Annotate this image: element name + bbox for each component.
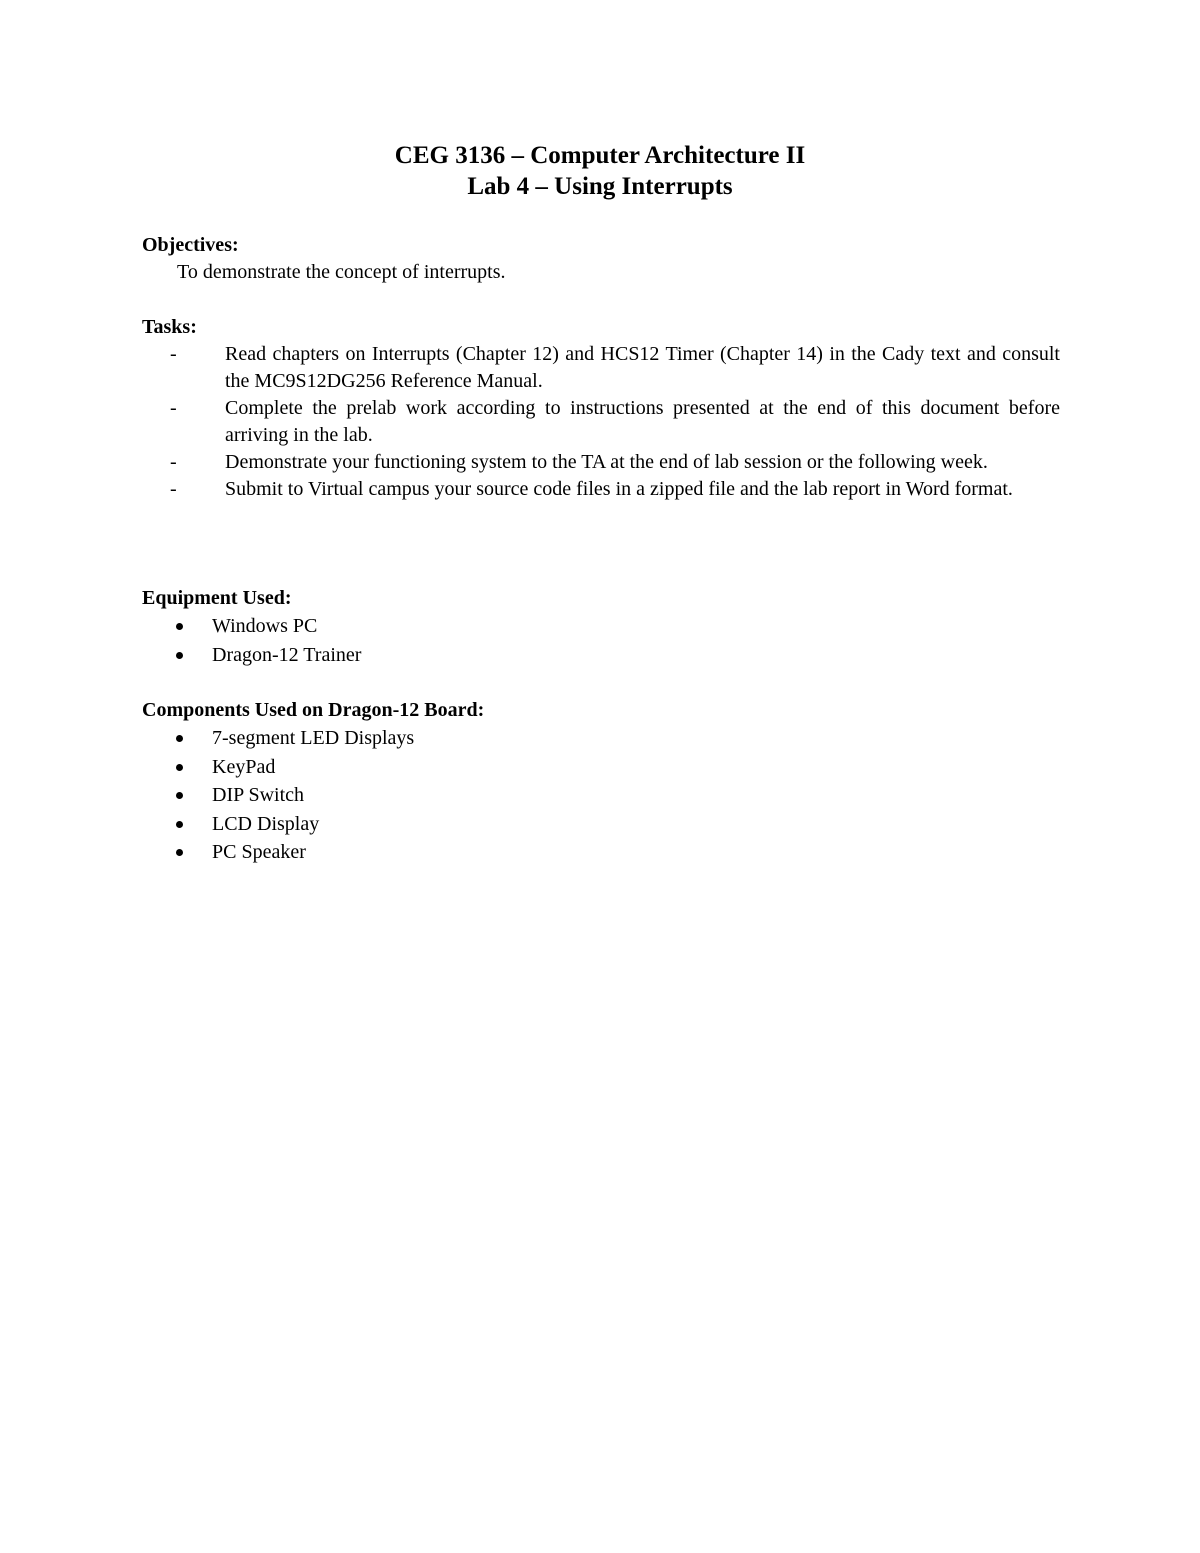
task-dash: - — [170, 397, 177, 419]
bullet-icon — [176, 821, 183, 828]
component-item: LCD Display — [212, 812, 320, 835]
objectives-heading: Objectives: — [142, 234, 239, 256]
task-item — [142, 449, 1060, 476]
task-text: Submit to Virtual campus your source code files in a zipped file and the lab report in Word format. — [225, 478, 1013, 500]
task-text: Complete the prelab work according to instructions presented at the end of this document before arriving in the lab. — [225, 397, 1060, 446]
list-item — [142, 753, 414, 782]
task-text: Read chapters on Interrupts (Chapter 12) and HCS12 Timer (Chapter 14) in the Cady text and consult the MC9S12DG256 Reference Manual. — [225, 343, 1060, 392]
list-item — [142, 781, 414, 810]
lab-title: Lab 4 – Using Interrupts — [467, 173, 733, 200]
objective-text: To demonstrate the concept of interrupts. — [177, 261, 506, 283]
component-item: KeyPad — [212, 755, 276, 778]
tasks-heading: Tasks: — [142, 316, 197, 338]
task-list — [142, 341, 1060, 503]
list-item — [142, 724, 414, 753]
bullet-icon — [176, 652, 183, 659]
component-item: 7-segment LED Displays — [212, 727, 415, 749]
bullet-icon — [176, 764, 183, 771]
task-dash: - — [170, 343, 177, 365]
task-dash: - — [170, 451, 177, 473]
task-item — [142, 476, 1060, 503]
course-title: CEG 3136 – Computer Architecture II — [394, 142, 806, 169]
task-item — [142, 341, 1060, 395]
bullet-icon — [176, 849, 183, 856]
page-title — [0, 140, 1200, 202]
list-item — [142, 641, 361, 670]
bullet-icon — [176, 623, 183, 630]
equipment-heading: Equipment Used: — [142, 587, 292, 609]
task-item — [142, 395, 1060, 449]
components-heading: Components Used on Dragon-12 Board: — [142, 699, 485, 721]
task-text: Demonstrate your functioning system to the TA at the end of lab session or the following week. — [225, 451, 988, 473]
list-item — [142, 612, 361, 641]
list-item — [142, 810, 414, 839]
equipment-item: Windows PC — [212, 615, 318, 637]
bullet-icon — [176, 735, 183, 742]
bullet-icon — [176, 792, 183, 799]
component-item: DIP Switch — [212, 784, 305, 806]
components-list — [142, 724, 414, 867]
task-dash: - — [170, 478, 177, 500]
equipment-list — [142, 612, 361, 669]
equipment-item: Dragon-12 Trainer — [212, 643, 362, 666]
component-item: PC Speaker — [212, 841, 306, 863]
list-item — [142, 838, 414, 867]
